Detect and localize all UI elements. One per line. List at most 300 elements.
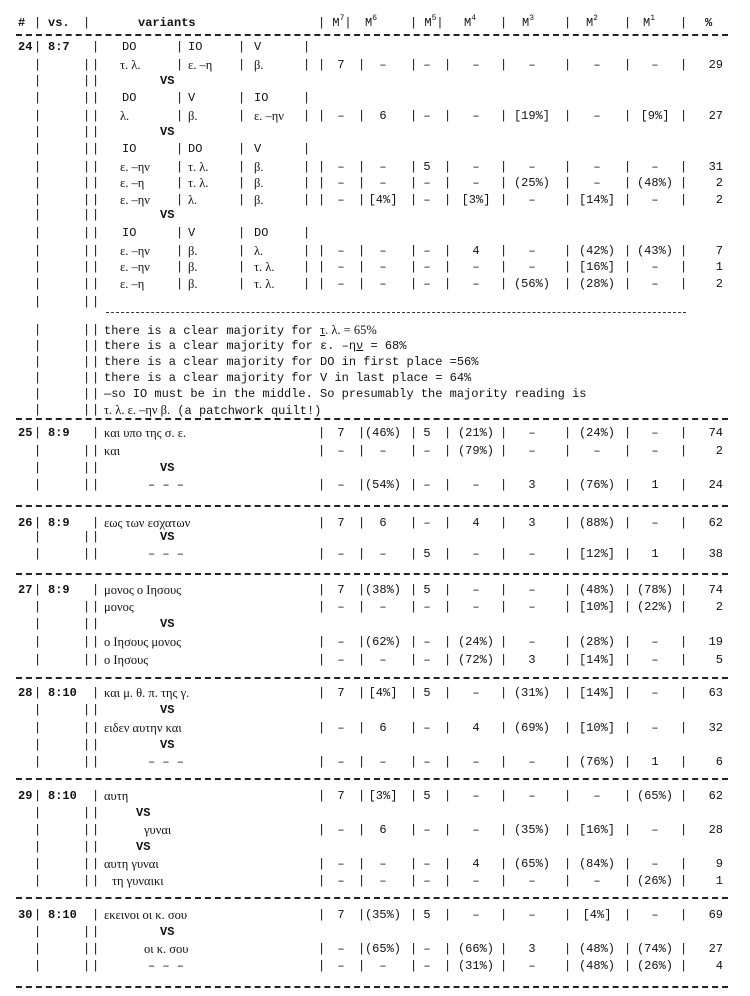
column-rule: |: [83, 339, 91, 353]
percent-cell: 9: [715, 857, 723, 871]
column-rule: |: [238, 277, 246, 291]
column-rule: |: [410, 516, 418, 530]
manuscript-cell-m4: [3%]: [461, 193, 491, 207]
section-separator: [16, 986, 728, 988]
word-order-cell: ε. –ην: [120, 244, 150, 258]
word-order-cell: IO: [188, 40, 203, 54]
manuscript-cell-m7: 7: [337, 908, 345, 922]
manuscript-cell-m1: (74%): [636, 942, 673, 956]
column-rule: |: [238, 244, 246, 258]
column-rule: |: [444, 176, 452, 190]
column-rule: |: [83, 371, 91, 385]
word-order-cell: ε. –ην: [120, 160, 150, 174]
manuscript-cell-m4: –: [472, 823, 480, 837]
manuscript-cell-m3: 3: [528, 516, 536, 530]
column-rule: |: [92, 323, 100, 337]
column-rule: |: [318, 444, 326, 458]
percent-cell: 63: [708, 686, 723, 700]
column-rule: |: [444, 547, 452, 561]
column-rule: |: [358, 244, 366, 258]
column-rule: |: [34, 806, 42, 820]
column-rule: |: [680, 444, 688, 458]
manuscript-cell-m2: (48%): [578, 583, 615, 597]
column-rule: |: [92, 874, 100, 888]
percent-cell: 28: [708, 823, 723, 837]
percent-cell: 29: [708, 58, 723, 72]
verse-ref: 8:9: [48, 583, 70, 597]
column-rule: |: [92, 260, 100, 274]
manuscript-cell-m3: –: [528, 600, 536, 614]
variant-reading: ο Ιησους: [104, 653, 149, 667]
manuscript-cell-m4: –: [472, 686, 480, 700]
column-rule: |: [500, 547, 508, 561]
column-rule: |: [358, 109, 366, 123]
column-rule: |: [680, 58, 688, 72]
manuscript-cell-m6: –: [379, 444, 387, 458]
column-rule: |: [680, 908, 688, 922]
column-rule: |: [34, 193, 42, 207]
percent-cell: 1: [715, 260, 723, 274]
column-rule: |: [680, 547, 688, 561]
column-rule: |: [680, 600, 688, 614]
manuscript-cell-m2: (48%): [578, 942, 615, 956]
column-rule: |: [92, 91, 100, 105]
manuscript-cell-m6: 6: [379, 516, 387, 530]
column-rule: |: [34, 355, 42, 369]
column-rule: |: [564, 635, 572, 649]
percent-cell: 74: [708, 583, 723, 597]
header-m4: $M^4$: [464, 14, 477, 30]
column-rule: |: [564, 600, 572, 614]
percent-cell: 7: [715, 244, 723, 258]
column-rule: |: [83, 109, 91, 123]
column-rule: |: [564, 653, 572, 667]
column-rule: |: [564, 58, 572, 72]
manuscript-cell-m7: –: [337, 857, 345, 871]
variant-reading: και μ. θ. π. της γ.: [104, 686, 190, 700]
column-rule: |: [34, 635, 42, 649]
manuscript-cell-m7: –: [337, 874, 345, 888]
manuscript-cell-m3: –: [528, 635, 536, 649]
column-rule: |: [83, 125, 91, 139]
manuscript-cell-m1: –: [651, 823, 659, 837]
column-rule: |: [564, 857, 572, 871]
manuscript-cell-m4: –: [472, 260, 480, 274]
column-rule: |: [564, 789, 572, 803]
column-rule: |: [680, 857, 688, 871]
column-rule: |: [444, 58, 452, 72]
column-rule: |: [410, 942, 418, 956]
manuscript-cell-m6: –: [379, 755, 387, 769]
header-number: #: [18, 16, 26, 30]
column-rule: |: [83, 142, 91, 156]
column-rule: |: [358, 583, 366, 597]
column-rule: |: [92, 208, 100, 222]
percent-cell: 6: [715, 755, 723, 769]
manuscript-cell-m2: (76%): [578, 755, 615, 769]
column-rule: |: [500, 823, 508, 837]
column-rule: |: [318, 426, 326, 440]
percent-cell: 27: [708, 942, 723, 956]
column-rule: |: [34, 58, 42, 72]
column-rule: |: [358, 942, 366, 956]
column-rule: |: [92, 617, 100, 631]
column-rule: |: [92, 738, 100, 752]
percent-cell: 2: [715, 444, 723, 458]
column-rule: |: [444, 686, 452, 700]
variant-reading: αυτη γυναι: [104, 857, 159, 871]
manuscript-cell-m4: –: [472, 547, 480, 561]
column-rule: |: [358, 600, 366, 614]
word-order-cell: β.: [188, 277, 198, 291]
column-rule: |: [410, 547, 418, 561]
verse-ref: 8:9: [48, 426, 70, 440]
word-order-cell: V: [188, 226, 196, 240]
column-rule: |: [92, 444, 100, 458]
column-rule: |: [34, 755, 42, 769]
word-order-cell: β.: [254, 193, 264, 207]
manuscript-cell-m7: –: [337, 653, 345, 667]
manuscript-cell-m4: –: [472, 874, 480, 888]
column-rule: |: [176, 244, 184, 258]
percent-cell: 69: [708, 908, 723, 922]
column-rule: |: [92, 530, 100, 544]
manuscript-cell-m2: (28%): [578, 635, 615, 649]
column-rule: |: [83, 323, 91, 337]
variant-reading: και υπο της σ. ε.: [104, 426, 187, 440]
column-rule: |: [92, 547, 100, 561]
manuscript-cell-m7: –: [337, 109, 345, 123]
column-rule: |: [92, 583, 100, 597]
column-rule: |: [624, 823, 632, 837]
column-rule: |: [34, 403, 42, 417]
column-rule: |: [34, 653, 42, 667]
manuscript-cell-m5: 5: [423, 160, 431, 174]
column-rule: |: [318, 789, 326, 803]
manuscript-cell-m4: 4: [472, 857, 480, 871]
column-rule: |: [358, 959, 366, 973]
column-rule: |: [303, 193, 311, 207]
manuscript-cell-m5: –: [423, 277, 431, 291]
column-rule: |: [624, 635, 632, 649]
word-order-cell: τ. λ.: [188, 160, 209, 174]
manuscript-cell-m3: –: [528, 547, 536, 561]
manuscript-cell-m1: –: [651, 426, 659, 440]
column-rule: |: [238, 58, 246, 72]
manuscript-cell-m1: –: [651, 58, 659, 72]
manuscript-cell-m6: –: [379, 874, 387, 888]
column-rule: |: [34, 461, 42, 475]
column-rule: |: [500, 193, 508, 207]
column-rule: |: [624, 244, 632, 258]
column-rule: |: [318, 478, 326, 492]
column-rule: |: [83, 244, 91, 258]
column-rule: |: [500, 908, 508, 922]
column-rule: |: [83, 355, 91, 369]
column-rule: |: [444, 516, 452, 530]
column-rule: |: [624, 600, 632, 614]
column-rule: |: [238, 109, 246, 123]
column-rule: |: [624, 444, 632, 458]
word-order-cell: ε. –ην: [120, 193, 150, 207]
column-rule: |: [92, 160, 100, 174]
header-m3: $M^3$: [522, 14, 535, 30]
column-rule: |: [34, 823, 42, 837]
manuscript-cell-m1: (65%): [636, 789, 673, 803]
manuscript-cell-m1: (78%): [636, 583, 673, 597]
column-rule: |: [410, 109, 418, 123]
manuscript-cell-m1: –: [651, 857, 659, 871]
manuscript-cell-m5: 5: [423, 789, 431, 803]
section-separator: [16, 573, 728, 575]
column-rule: |: [92, 703, 100, 717]
manuscript-cell-m3: –: [528, 444, 536, 458]
word-order-cell: β.: [188, 260, 198, 274]
manuscript-cell-m1: –: [651, 721, 659, 735]
manuscript-cell-m6: –: [379, 277, 387, 291]
column-rule: |: [410, 755, 418, 769]
manuscript-cell-m1: (26%): [636, 874, 673, 888]
column-rule: |: [410, 426, 418, 440]
manuscript-cell-m3: –: [528, 908, 536, 922]
column-rule: |: [564, 193, 572, 207]
manuscript-cell-m5: –: [423, 721, 431, 735]
manuscript-cell-m1: –: [651, 635, 659, 649]
column-rule: |: [624, 942, 632, 956]
percent-cell: 2: [715, 277, 723, 291]
column-rule: |: [318, 857, 326, 871]
column-rule: |: [410, 635, 418, 649]
column-rule: |: [92, 857, 100, 871]
manuscript-cell-m6: (65%): [364, 942, 401, 956]
manuscript-cell-m5: –: [423, 444, 431, 458]
column-rule: |: [303, 109, 311, 123]
column-rule: |: [500, 260, 508, 274]
vs-separator: VS: [136, 806, 151, 820]
manuscript-cell-m1: –: [651, 516, 659, 530]
column-rule: |: [92, 226, 100, 240]
manuscript-cell-m2: –: [593, 444, 601, 458]
percent-cell: 24: [708, 478, 723, 492]
column-rule: |: [444, 959, 452, 973]
column-rule: |: [358, 653, 366, 667]
column-rule: |: [83, 208, 91, 222]
column-rule: |: [92, 600, 100, 614]
note-line: τ. λ. ε. –ην β. (a patchwork quilt!): [104, 403, 322, 418]
column-rule: |: [34, 444, 42, 458]
column-rule: |: [34, 547, 42, 561]
word-order-cell: λ.: [254, 244, 264, 258]
vs-separator: VS: [160, 703, 175, 717]
manuscript-cell-m3: (31%): [513, 686, 550, 700]
note-line: there is a clear majority for ε. –ην = 68%: [104, 339, 407, 353]
manuscript-cell-m6: –: [379, 160, 387, 174]
column-rule: |: [83, 874, 91, 888]
column-rule: |: [500, 874, 508, 888]
header-m2: $M^2$: [586, 14, 599, 30]
verse-ref: 8:10: [48, 908, 77, 922]
column-rule: |: [238, 226, 246, 240]
column-rule: |: [500, 942, 508, 956]
column-rule: |: [358, 478, 366, 492]
column-rule: |: [92, 244, 100, 258]
percent-cell: 38: [708, 547, 723, 561]
column-rule: |: [176, 40, 184, 54]
column-rule: |: [500, 653, 508, 667]
word-order-cell: β.: [254, 176, 264, 190]
column-rule: |: [624, 277, 632, 291]
column-rule: |: [318, 547, 326, 561]
manuscript-cell-m3: –: [528, 244, 536, 258]
word-order-cell: V: [254, 40, 262, 54]
column-rule: |: [680, 959, 688, 973]
column-rule: |: [176, 193, 184, 207]
column-rule: |: [358, 908, 366, 922]
column-rule: |: [83, 58, 91, 72]
column-rule: |: [444, 653, 452, 667]
column-rule: |: [624, 176, 632, 190]
section-separator: [16, 418, 728, 420]
manuscript-cell-m1: –: [651, 160, 659, 174]
manuscript-cell-m1: 1: [651, 547, 659, 561]
column-rule: |: [500, 160, 508, 174]
manuscript-cell-m2: [14%]: [578, 193, 615, 207]
column-rule: |: [34, 208, 42, 222]
column-rule: |: [92, 339, 100, 353]
column-rule: |: [564, 686, 572, 700]
manuscript-cell-m4: –: [472, 600, 480, 614]
column-rule: |: [564, 547, 572, 561]
word-order-cell: β.: [188, 109, 198, 123]
column-rule: |: [500, 109, 508, 123]
manuscript-cell-m4: –: [472, 789, 480, 803]
column-rule: |: [318, 176, 326, 190]
column-rule: |: [92, 806, 100, 820]
column-rule: |: [83, 617, 91, 631]
column-rule: |: [318, 874, 326, 888]
column-rule: |: [680, 583, 688, 597]
column-rule: |: [83, 176, 91, 190]
column-rule: |: [318, 686, 326, 700]
column-rule: |: [92, 516, 100, 530]
column-rule: |: [34, 323, 42, 337]
column-rule: |: [624, 789, 632, 803]
manuscript-cell-m6: –: [379, 260, 387, 274]
header-m7: | $M^7|$: [318, 14, 352, 30]
manuscript-cell-m7: 7: [337, 58, 345, 72]
manuscript-cell-m7: –: [337, 755, 345, 769]
manuscript-cell-m3: –: [528, 160, 536, 174]
column-rule: |: [318, 942, 326, 956]
column-rule: |: [680, 176, 688, 190]
column-rule: |: [444, 942, 452, 956]
manuscript-cell-m6: –: [379, 653, 387, 667]
column-rule: |: [303, 58, 311, 72]
column-rule: |: [680, 874, 688, 888]
column-rule: |: [680, 942, 688, 956]
column-rule: |: [34, 530, 42, 544]
column-rule: |: [92, 478, 100, 492]
column-rule: |: [444, 857, 452, 871]
column-rule: |: [238, 142, 246, 156]
vs-separator: VS: [160, 530, 175, 544]
manuscript-cell-m2: [12%]: [578, 547, 615, 561]
column-rule: |: [680, 686, 688, 700]
column-rule: |: [238, 160, 246, 174]
column-rule: |: [303, 277, 311, 291]
column-rule: |: [444, 426, 452, 440]
column-rule: |: [358, 516, 366, 530]
column-rule: |: [92, 74, 100, 88]
manuscript-cell-m5: –: [423, 478, 431, 492]
column-rule: |: [624, 160, 632, 174]
manuscript-cell-m6: –: [379, 244, 387, 258]
column-rule: |: [318, 959, 326, 973]
column-rule: |: [410, 857, 418, 871]
manuscript-cell-m1: –: [651, 444, 659, 458]
percent-cell: 31: [708, 160, 723, 174]
column-rule: |: [34, 478, 42, 492]
column-rule: |: [564, 444, 572, 458]
column-rule: |: [92, 789, 100, 803]
vs-separator: VS: [160, 208, 175, 222]
column-rule: |: [444, 109, 452, 123]
column-rule: |: [83, 653, 91, 667]
manuscript-cell-m5: –: [423, 635, 431, 649]
column-rule: |: [34, 339, 42, 353]
column-rule: |: [680, 109, 688, 123]
percent-cell: 4: [715, 959, 723, 973]
column-rule: |: [92, 426, 100, 440]
column-rule: |: [34, 686, 42, 700]
column-rule: |: [92, 355, 100, 369]
variant-reading: μονος: [104, 600, 134, 614]
column-rule: |: [92, 461, 100, 475]
column-rule: |: [83, 277, 91, 291]
column-rule: |: [34, 857, 42, 871]
column-rule: |: [34, 925, 42, 939]
column-rule: |: [303, 40, 311, 54]
column-rule: |: [83, 721, 91, 735]
manuscript-cell-m1: 1: [651, 755, 659, 769]
manuscript-cell-m6: –: [379, 547, 387, 561]
column-rule: |: [410, 583, 418, 597]
manuscript-cell-m2: [10%]: [578, 600, 615, 614]
column-rule: |: [410, 908, 418, 922]
manuscript-cell-m2: [4%]: [582, 908, 612, 922]
column-rule: |: [358, 857, 366, 871]
manuscript-cell-m7: –: [337, 721, 345, 735]
percent-cell: 1: [715, 874, 723, 888]
column-rule: |: [564, 176, 572, 190]
manuscript-cell-m7: –: [337, 160, 345, 174]
manuscript-cell-m2: –: [593, 789, 601, 803]
variant-reading: μονος ο Ιησους: [104, 583, 182, 597]
column-rule: |: [318, 160, 326, 174]
column-rule: |: [83, 755, 91, 769]
column-rule: |: [303, 176, 311, 190]
column-rule: |: [34, 142, 42, 156]
manuscript-cell-m7: 7: [337, 426, 345, 440]
manuscript-cell-m3: –: [528, 583, 536, 597]
manuscript-cell-m3: 3: [528, 942, 536, 956]
column-rule: |: [176, 160, 184, 174]
header-verse: vs.: [48, 16, 70, 30]
manuscript-cell-m4: 4: [472, 244, 480, 258]
section-separator: [16, 677, 728, 679]
column-rule: |: [358, 444, 366, 458]
manuscript-cell-m5: 5: [423, 426, 431, 440]
